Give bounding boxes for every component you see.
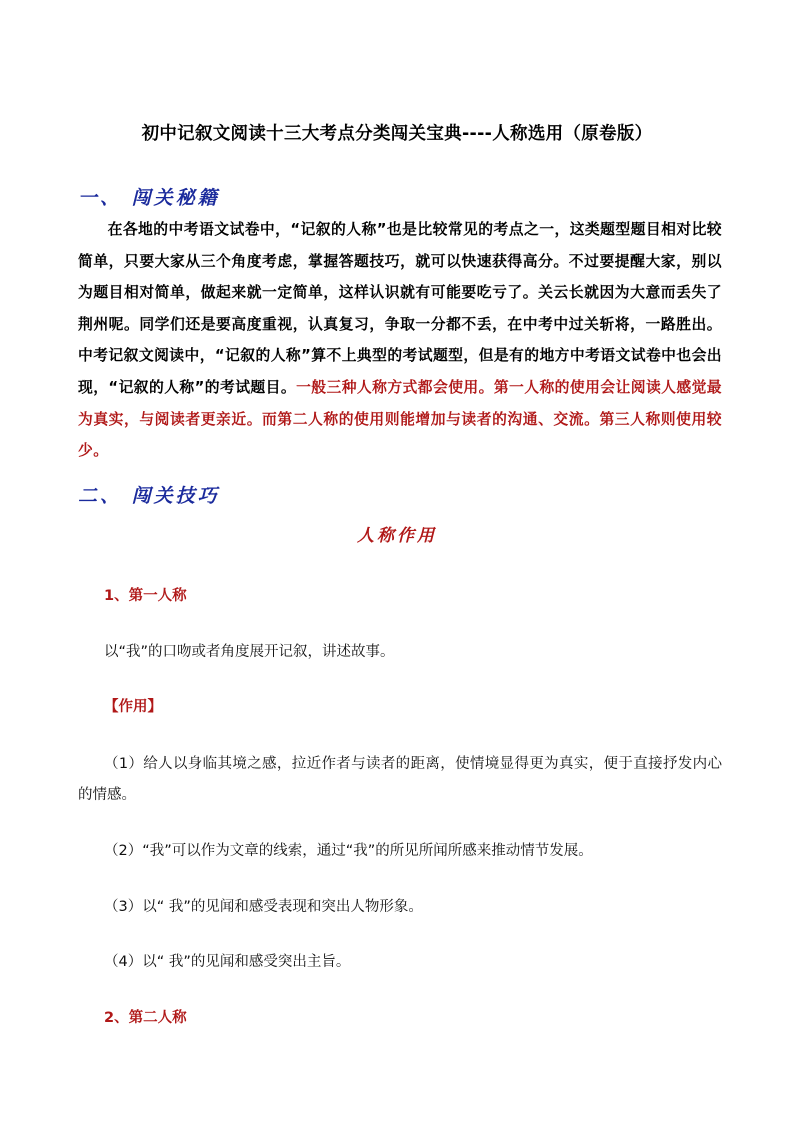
- intro-text: 在各地的中考语文试卷中，“记叙的人称”也是比较常见的考点之一，这类题型题目相对比较简单，只要大家从三个角度考虑，掌握答题技巧，就可以快速获得高分。不过要提醒大家，别以为题目相对简单，做起来就一定简单，这样认识就有可能要吃亏了。关云长就因为大意而丢失了荆州呢。同学们还是要高度重视，认真复习，争取一分都不丢，在中考中过关斩将，一路胜出。中考记叙文阅读中，“记叙的人称”算不上典型的考试题型，但是有的地方中考语文试卷中也会出现，“记叙的人称”的考试题目。: [78, 221, 722, 396]
- second-person-heading: 2、第二人称: [104, 1010, 187, 1026]
- first-person-description: 以“我”的口吻或者角度展开记叙，讲述故事。: [104, 644, 395, 660]
- document-title: 初中记叙文阅读十三大考点分类闯关宝典----人称选用（原卷版）: [141, 124, 653, 144]
- first-person-heading: 1、第一人称: [104, 588, 187, 604]
- intro-paragraph: [78, 214, 722, 467]
- intro-highlight-text: 一般三种人称方式都会使用。第一人称的使用会让阅读人感觉最为真实，与阅读者更亲近。而第二人称的使用则能增加与读者的沟通、交流。第三人称则使用较少。: [78, 378, 723, 460]
- person-role-heading: 人称作用: [357, 526, 437, 546]
- function-tag: 【作用】: [104, 699, 162, 715]
- function-item-3: （3）以“ 我”的见闻和感受表现和突出人物形象。: [104, 899, 423, 915]
- section-heading-tips: 一、 闯关秘籍: [78, 187, 220, 209]
- section-heading-skills: 二、 闯关技巧: [78, 485, 220, 507]
- function-item-2: （2）“我”可以作为文章的线索，通过“我”的所见所闻所感来推动情节发展。: [104, 843, 593, 859]
- function-item-1: （1）给人以身临其境之感，拉近作者与读者的距离，使情境显得更为真实，便于直接抒发内心的情感。: [78, 756, 722, 803]
- function-item-4: （4）以“ 我”的见闻和感受突出主旨。: [104, 954, 351, 970]
